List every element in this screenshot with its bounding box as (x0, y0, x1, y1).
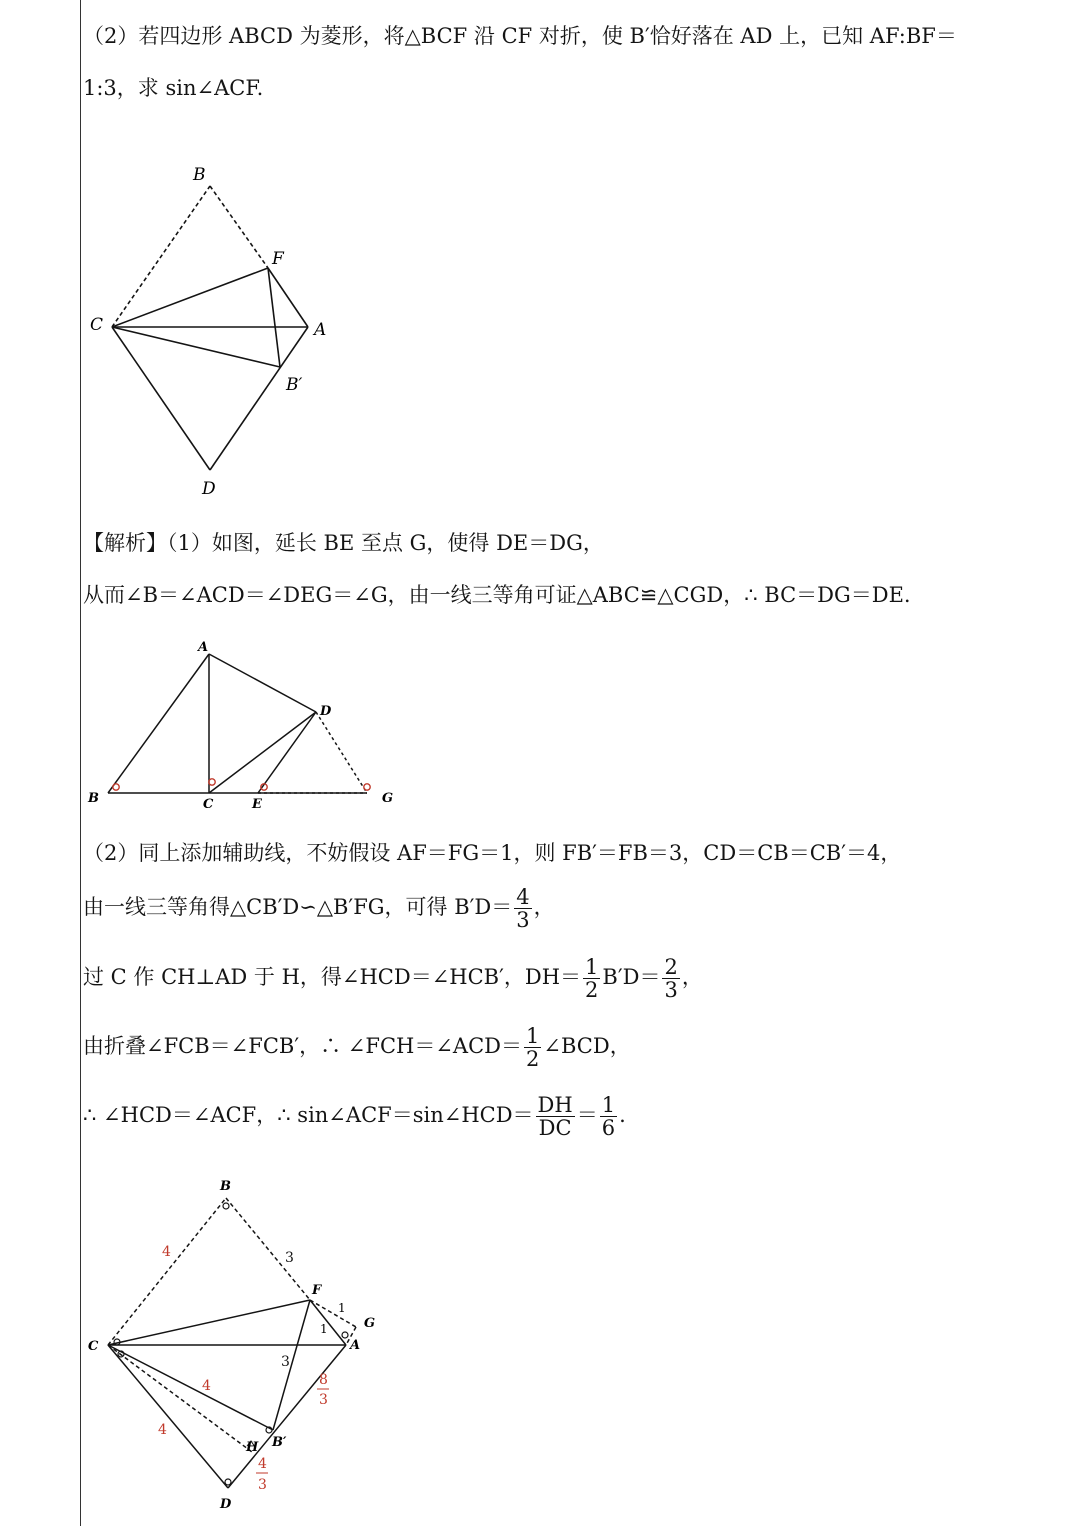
fraction-dh-dc: $\frac{DH}{DC}$ (537, 1093, 573, 1141)
fig3-label-b: B (220, 1179, 231, 1194)
fig1-cb-dashed (112, 186, 210, 327)
fig2-ed (258, 712, 316, 793)
margin-rule (80, 0, 81, 1526)
fig3-ad (228, 1345, 346, 1488)
fig2-label-b: B (88, 791, 99, 806)
fig2-ad (209, 654, 316, 712)
fig3-right-angle-h (247, 1441, 255, 1447)
fig2-angle-mark-g (364, 784, 370, 790)
fig3-angle-mark-c1 (114, 1339, 120, 1345)
svg-text:8: 8 (319, 1372, 328, 1388)
svg-text:4: 4 (258, 1456, 267, 1472)
fig2-dg-dashed (316, 712, 367, 793)
fig3-label-c: C (88, 1339, 99, 1354)
fraction-one-sixth: $\frac{1}{6}$ (601, 1093, 616, 1141)
fig2-label-e: E (252, 797, 262, 812)
fig3-angle-mark-bprime (266, 1427, 272, 1433)
fig3-fg-dashed (310, 1300, 356, 1327)
fraction-bpd: $\frac{4}{3}$ (516, 885, 530, 933)
fig3-num-fa: 1 (320, 1322, 328, 1336)
fig3-label-h: H (246, 1440, 259, 1455)
fig3-num-fbp: 3 (281, 1354, 290, 1370)
fig2-label-c: C (203, 797, 214, 812)
fig3-fa (310, 1300, 346, 1345)
fig1-cd (112, 327, 210, 470)
fig3-angle-mark-d (225, 1479, 231, 1485)
fig2-label-d: D (320, 704, 332, 719)
fig2-ab (108, 654, 209, 793)
solution-part2-line-1: （2）同上添加辅助线，不妨假设 AF＝FG＝1，则 FB′＝FB＝3，CD＝CB＝CB′＝4， (83, 841, 902, 865)
fig3-ch-dashed (108, 1345, 252, 1452)
fraction-half: $\frac{1}{2}$ (585, 955, 599, 1003)
fig3-cf (108, 1300, 310, 1345)
fig1-label-d: D (202, 479, 216, 499)
part2-line2-text: 由一线三等角得△CB′D∽△B′FG，可得 B′D＝ (83, 895, 513, 920)
fig1-label-bprime: B′ (286, 375, 303, 395)
fig1-cf (112, 268, 268, 327)
fig3-red-fraction-hd (256, 1456, 268, 1493)
fig3-cb-dashed (108, 1198, 226, 1345)
fig1-cbp (112, 327, 280, 367)
fig2-label-a: A (198, 640, 209, 655)
solution-part2-line-5: ∴ ∠HCD＝∠ACF，∴ sin∠ACF＝sin∠HCD＝ $\frac{DH}{DC}$ ＝ $\frac{1}{6}$ . (83, 1093, 626, 1141)
fraction-two-thirds: $\frac{2}{3}$ (664, 955, 678, 1003)
fig3-angle-mark-g (342, 1332, 348, 1338)
fig1-label-c: C (90, 315, 104, 335)
fig3-angle-mark-c2 (118, 1351, 124, 1357)
fig3-label-f: F (312, 1283, 322, 1298)
fig1-fbp (268, 268, 280, 367)
solution-part2-line-2: 由一线三等角得△CB′D∽△B′FG，可得 B′D＝ $\frac{4}{3}$ ， (83, 885, 555, 933)
fig3-ga-dashed (346, 1327, 356, 1345)
fig3-red-fraction-bpa (317, 1372, 329, 1408)
fraction-half-2: $\frac{1}{2}$ (526, 1024, 540, 1072)
fig3-label-a: A (350, 1338, 361, 1353)
fig1-label-f: F (272, 249, 284, 269)
fig3-label-g: G (364, 1316, 376, 1331)
fig1-fa (268, 268, 308, 327)
solution-line-1: 【解析】（1）如图，延长 BE 至点 G，使得 DE＝DG， (83, 531, 604, 555)
problem-line-1: （2）若四边形 ABCD 为菱形，将△BCF 沿 CF 对折，使 B′恰好落在 AD 上，已知 AF:BF＝ (83, 24, 957, 48)
solution-part2-line-3: 过 C 作 CH⊥AD 于 H，得∠HCD＝∠HCB′，DH＝ $\frac{1}{2}$ B′D＝ $\frac{2}{3}$ ， (83, 955, 703, 1003)
fig2-label-g: G (382, 791, 394, 806)
fig2-cd (209, 712, 316, 793)
fig3-red-cd: 4 (158, 1422, 167, 1438)
problem-line-2: 1:3，求 sin∠ACF. (83, 76, 264, 100)
fig3-num-bf: 3 (285, 1250, 294, 1266)
fig3-cd (108, 1345, 228, 1488)
fig3-fbp (273, 1300, 310, 1430)
fig3-label-bprime: B′ (272, 1435, 287, 1450)
fig1-label-b: B (193, 165, 206, 185)
svg-text:3: 3 (319, 1392, 328, 1408)
fig2-angle-mark-e (261, 784, 267, 790)
svg-text:3: 3 (258, 1477, 267, 1493)
solution-line-2: 从而∠B＝∠ACD＝∠DEG＝∠G，由一线三等角可证△ABC≌△CGD，∴ BC＝DG＝DE. (83, 583, 911, 607)
fig3-cbp (108, 1345, 273, 1430)
fig2-angle-mark-b (113, 784, 119, 790)
fig1-bf-dashed (210, 186, 268, 268)
fig1-ad (210, 327, 308, 470)
fig2-angle-mark-c (209, 779, 215, 785)
fig3-red-cb: 4 (162, 1244, 171, 1260)
fig1-label-a: A (314, 320, 327, 340)
fig3-angle-mark-b (223, 1203, 229, 1209)
fig3-bf-dashed (226, 1198, 310, 1300)
fig3-num-fg: 1 (338, 1301, 346, 1315)
fig3-red-cbp: 4 (202, 1378, 211, 1394)
solution-part2-line-4: 由折叠∠FCB＝∠FCB′，∴ ∠FCH＝∠ACD＝ $\frac{1}{2}$ ∠BCD， (83, 1024, 631, 1072)
fig3-label-d: D (220, 1497, 232, 1512)
